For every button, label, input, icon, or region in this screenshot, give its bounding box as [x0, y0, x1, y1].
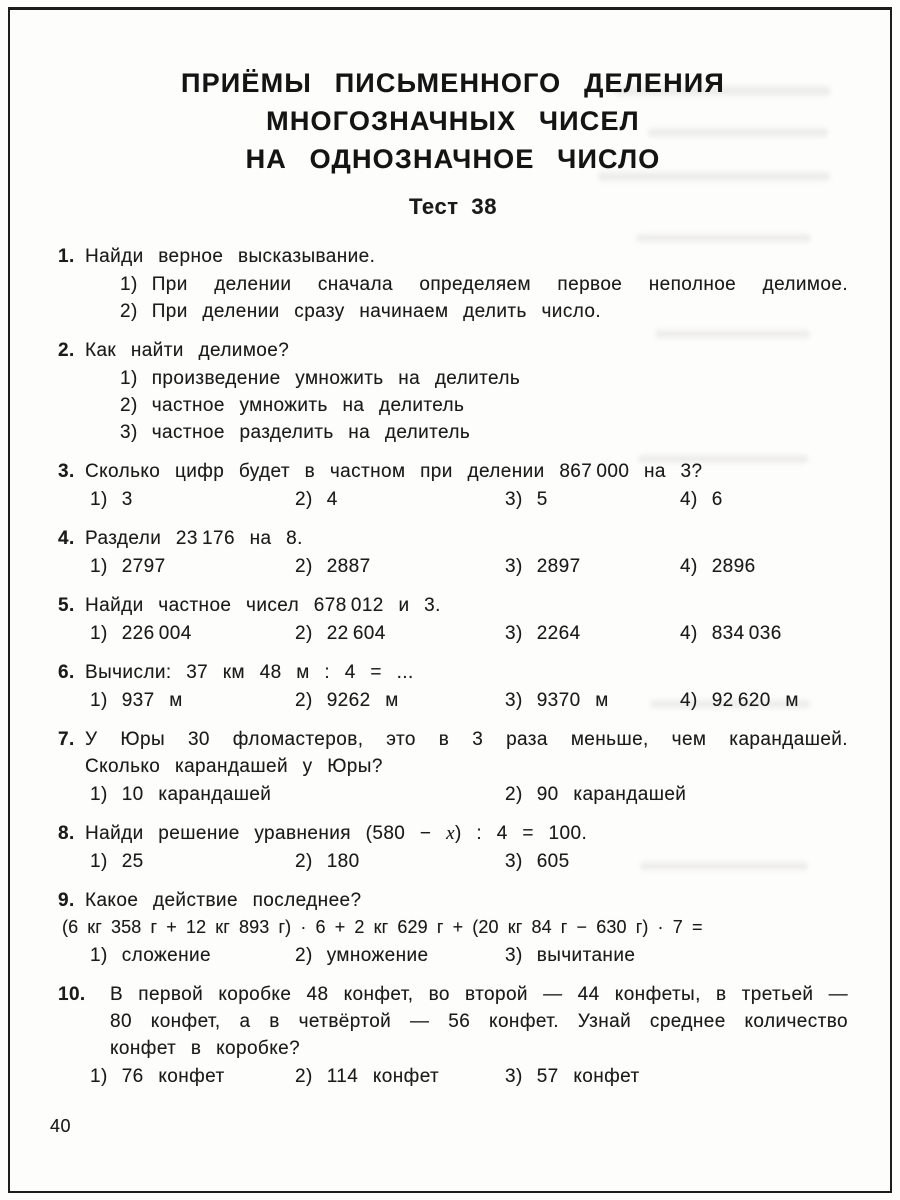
option-label: 2) [295, 690, 313, 711]
question-head [58, 820, 848, 847]
option-text: 92 620 м [711, 690, 799, 711]
question-head [58, 337, 848, 364]
question-number: 10. [58, 984, 86, 1005]
answer-option [295, 553, 505, 580]
answer-option [505, 1063, 680, 1090]
question-head [58, 592, 848, 619]
answer-option [295, 1063, 505, 1090]
answer-options [90, 486, 848, 513]
option-text: произведение умножить на делитель [151, 368, 521, 389]
option-text: 2264 [536, 623, 581, 644]
answer-option [90, 781, 295, 808]
option-label: 3) [505, 690, 523, 711]
question-text: Сколько цифр будет в частном при делении 867 000 на 3? [85, 461, 703, 482]
answer-option [680, 687, 848, 714]
question-number: 5. [58, 595, 75, 616]
question-8 [58, 820, 848, 875]
question-text: Раздели 23 176 на 8. [85, 528, 303, 549]
option-label: 1) [90, 1066, 108, 1087]
option-text: 180 [326, 851, 360, 872]
answer-option [505, 848, 680, 875]
answer-option [295, 942, 505, 969]
question-head [58, 726, 848, 780]
option-label: 3) [505, 1066, 523, 1087]
question-head [58, 458, 848, 485]
option-text: 57 конфет [536, 1066, 640, 1087]
question-1 [58, 243, 848, 325]
answer-options [90, 687, 848, 714]
question-number: 9. [58, 890, 75, 911]
option-text: 3 [121, 489, 133, 510]
option-text: 22 604 [326, 623, 386, 644]
answer-option [295, 486, 505, 513]
option-label: 1) [90, 623, 108, 644]
question-text: В первой коробке 48 конфет, во второй — 44 конфеты, в третьей — 80 конфет, а в четвёртой — 56 конфет. Узнай среднее количество конфет в коробке? [110, 984, 848, 1059]
question-text: Найди частное чисел 678 012 и 3. [85, 595, 441, 616]
option-text: 834 036 [711, 623, 782, 644]
question-6 [58, 659, 848, 714]
option-label: 1) [90, 556, 108, 577]
option-text: вычитание [536, 945, 636, 966]
option-label: 2) [505, 784, 523, 805]
option-text: При делении сначала определяем первое неполное делимое. [151, 274, 848, 295]
question-text-part: Найди решение уравнения (580 − [85, 823, 447, 844]
question-number: 6. [58, 662, 75, 683]
option-text: частное разделить на делитель [151, 422, 471, 443]
question-2 [58, 337, 848, 446]
option-text: 605 [536, 851, 570, 872]
answer-option [120, 271, 848, 298]
page-content [58, 10, 848, 1090]
answer-options [90, 1063, 848, 1090]
option-text: 2896 [711, 556, 756, 577]
answer-option [505, 620, 680, 647]
option-text: 114 конфет [326, 1066, 440, 1087]
option-text: 76 конфет [121, 1066, 225, 1087]
option-text: 2887 [326, 556, 371, 577]
option-label: 1) [120, 368, 138, 389]
title-line-1: ПРИЁМЫ ПИСЬМЕННОГО ДЕЛЕНИЯ [180, 68, 725, 98]
question-text-part: ) : 4 = 100. [454, 823, 588, 844]
option-label: 4) [680, 556, 698, 577]
option-label: 4) [680, 690, 698, 711]
option-label: 1) [90, 784, 108, 805]
option-label: 1) [120, 274, 138, 295]
answer-option [295, 687, 505, 714]
question-list [58, 243, 848, 1090]
answer-option [680, 553, 848, 580]
answer-options [90, 848, 848, 875]
option-text: 2797 [121, 556, 166, 577]
option-label: 2) [295, 945, 313, 966]
answer-option [120, 298, 848, 325]
answer-option [505, 781, 848, 808]
option-label: 1) [90, 690, 108, 711]
question-head [58, 525, 848, 552]
option-text: 2897 [536, 556, 581, 577]
option-text: 6 [711, 489, 723, 510]
option-text: 90 карандашей [536, 784, 687, 805]
variable-x: x [446, 823, 455, 844]
option-label: 1) [90, 945, 108, 966]
question-number: 3. [58, 461, 75, 482]
answer-option [505, 687, 680, 714]
option-label: 3) [505, 851, 523, 872]
answer-option [295, 620, 505, 647]
question-number: 1. [58, 246, 75, 267]
option-label: 2) [295, 851, 313, 872]
answer-option [90, 942, 295, 969]
title-line-3: НА ОДНОЗНАЧНОЕ ЧИСЛО [245, 144, 661, 174]
question-text: Вычисли: 37 км 48 м : 4 = ... [85, 662, 414, 683]
option-label: 1) [90, 851, 108, 872]
question-number: 8. [58, 823, 75, 844]
answer-option [90, 848, 295, 875]
question-4 [58, 525, 848, 580]
option-text: частное умножить на делитель [151, 395, 465, 416]
option-label: 2) [120, 301, 138, 322]
answer-options [90, 781, 848, 808]
question-9 [58, 887, 848, 969]
option-label: 2) [295, 1066, 313, 1087]
question-formula: (6 кг 358 г + 12 кг 893 г) · 6 + 2 кг 629 г + (20 кг 84 г − 630 г) · 7 = [62, 917, 703, 937]
answer-option [505, 942, 680, 969]
option-label: 2) [295, 556, 313, 577]
answer-options [120, 365, 848, 446]
test-number-heading: Тест 38 [408, 194, 498, 219]
answer-option [505, 553, 680, 580]
answer-options [90, 942, 848, 969]
option-label: 2) [120, 395, 138, 416]
answer-option [90, 620, 295, 647]
option-label: 3) [505, 489, 523, 510]
question-text: У Юры 30 фломастеров, это в 3 раза меньше, чем карандашей. Сколько карандашей у Юры? [85, 729, 848, 777]
answer-option [680, 620, 848, 647]
question-number: 7. [58, 729, 75, 750]
option-text: 9262 м [326, 690, 399, 711]
option-label: 3) [505, 945, 523, 966]
option-label: 2) [295, 489, 313, 510]
question-head [58, 243, 848, 270]
option-label: 3) [120, 422, 138, 443]
answer-option [120, 392, 848, 419]
option-text: 25 [121, 851, 144, 872]
question-number: 2. [58, 340, 75, 361]
question-text: Найди верное высказывание. [85, 246, 376, 267]
question-3 [58, 458, 848, 513]
answer-options [120, 271, 848, 325]
question-head [58, 981, 848, 1062]
option-text: умножение [326, 945, 429, 966]
question-text [85, 820, 848, 847]
answer-option [90, 687, 295, 714]
option-label: 2) [295, 623, 313, 644]
question-10 [58, 981, 848, 1090]
question-7 [58, 726, 848, 808]
option-label: 3) [505, 623, 523, 644]
answer-options [90, 620, 848, 647]
option-text: 4 [326, 489, 338, 510]
answer-option [505, 486, 680, 513]
page-number: 40 [50, 1116, 72, 1136]
option-text: 226 004 [121, 623, 192, 644]
option-text: 5 [536, 489, 548, 510]
option-text: При делении сразу начинаем делить число. [151, 301, 602, 322]
question-number: 4. [58, 528, 75, 549]
option-label: 1) [90, 489, 108, 510]
page-title [58, 64, 848, 178]
option-text: 937 м [121, 690, 183, 711]
answer-option [90, 486, 295, 513]
option-text: 10 карандашей [121, 784, 272, 805]
option-text: сложение [121, 945, 212, 966]
answer-option [90, 1063, 295, 1090]
answer-option [120, 419, 848, 446]
question-head [58, 659, 848, 686]
answer-options [90, 553, 848, 580]
option-label: 4) [680, 489, 698, 510]
option-label: 4) [680, 623, 698, 644]
answer-option [680, 486, 848, 513]
answer-option [120, 365, 848, 392]
question-5 [58, 592, 848, 647]
question-text: Какое действие последнее? [85, 890, 362, 911]
title-line-2: МНОГОЗНАЧНЫХ ЧИСЕЛ [266, 106, 640, 136]
option-label: 3) [505, 556, 523, 577]
question-head [58, 887, 848, 914]
option-text: 9370 м [536, 690, 609, 711]
answer-option [90, 553, 295, 580]
answer-option [295, 848, 505, 875]
question-text: Как найти делимое? [85, 340, 290, 361]
